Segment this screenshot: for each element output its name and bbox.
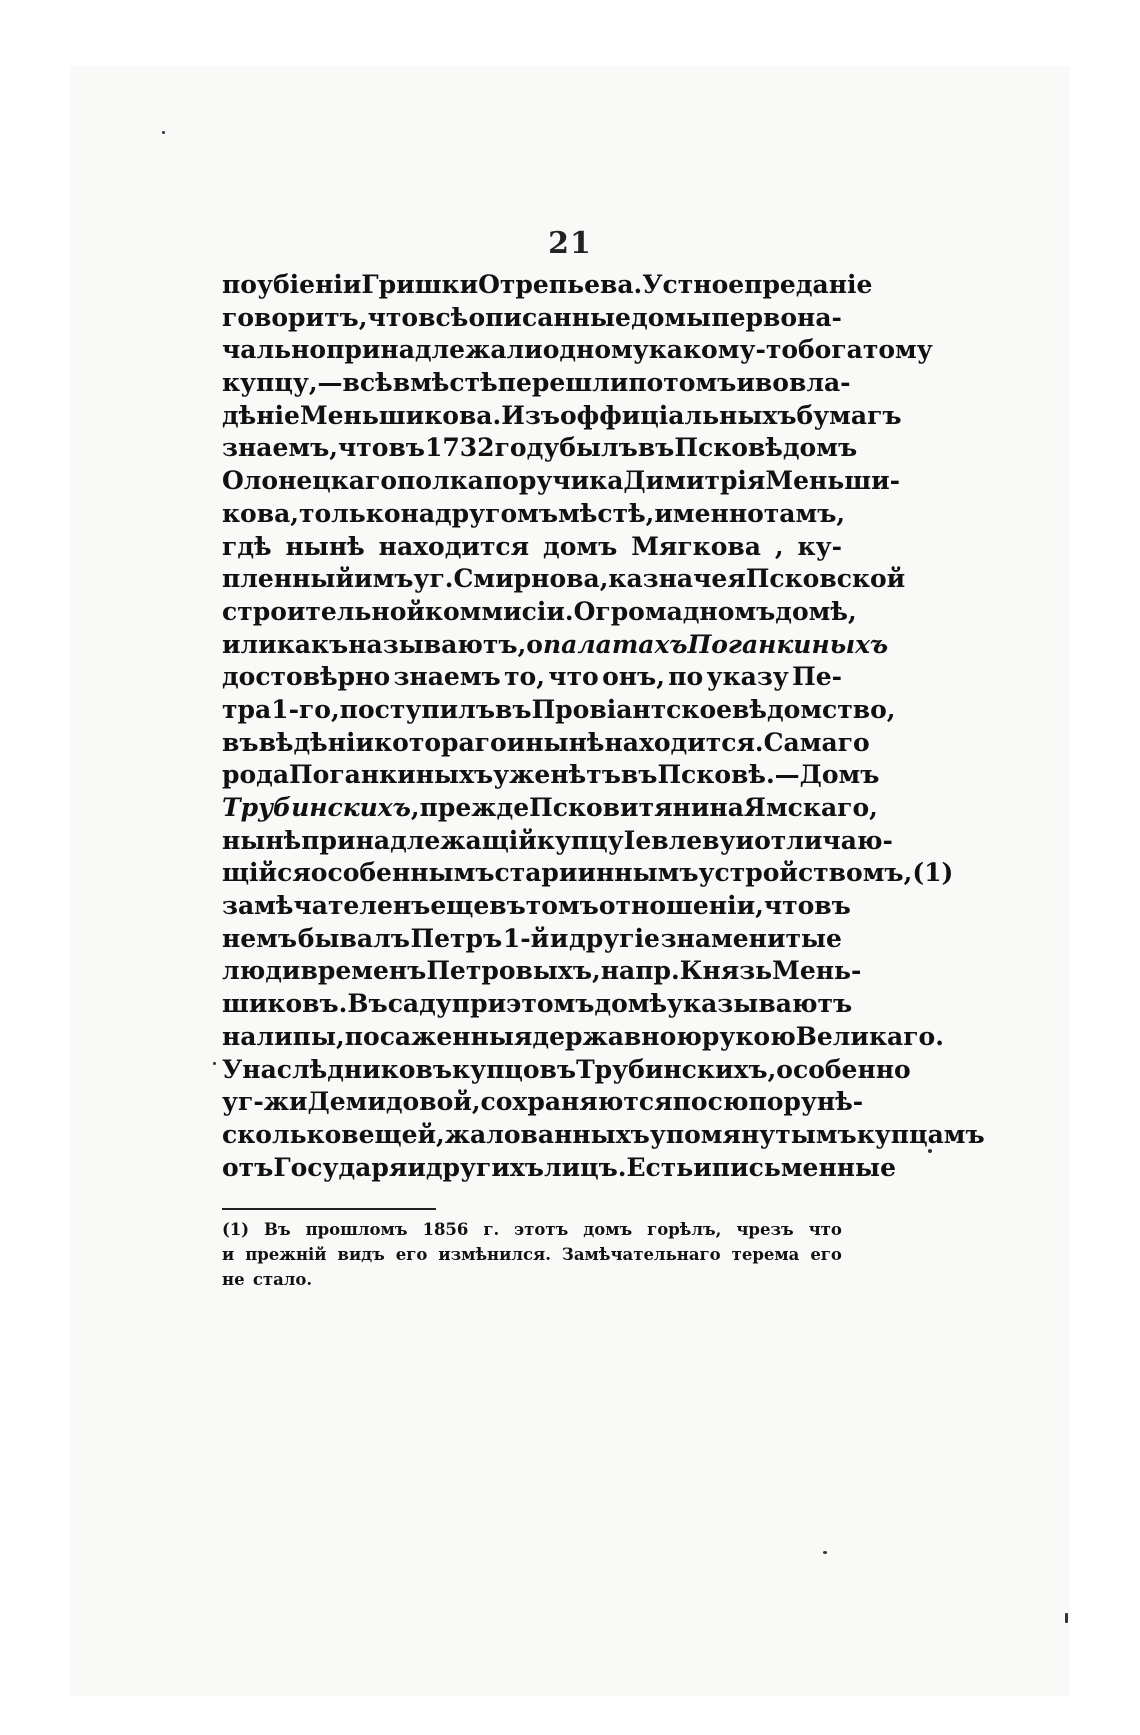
word: г-жи [238,1087,308,1117]
word: лицъ. [543,1152,627,1182]
word: видъ [337,1245,385,1264]
footnote [222,1220,842,1295]
word: казначея [608,564,746,594]
word: мѣстѣ, [558,498,655,528]
text-line [222,1152,897,1186]
word: Изъ [501,400,560,430]
word: Провіантское [531,694,733,724]
word: строительной [222,596,425,626]
word: Замѣчательнаго [561,1245,721,1264]
word: находится. [604,727,764,757]
scan-speck [162,131,165,134]
word: Мень- [772,956,862,986]
text-line [222,368,851,401]
word: что [548,662,599,692]
word: (1) [912,858,954,888]
word: нѣ- [816,1087,864,1117]
word: нынѣ [222,825,302,855]
word: Трубинскихъ, [576,1054,777,1084]
word: У [222,1054,243,1084]
word: Олонецкаго [222,466,397,496]
word: Поганкиныхъ [687,629,889,659]
text-line [222,335,933,368]
word: онъ, [602,662,665,692]
word: и [549,923,569,953]
word: чально [222,335,327,365]
word: горѣлъ, [647,1220,722,1239]
word: гдѣ [222,531,272,561]
text-line [222,662,842,695]
word: пр. [635,956,680,986]
text-line [222,891,851,924]
scan-speck [1065,1613,1068,1623]
word: Самаго [763,727,870,757]
word: Ямскаго [743,793,870,822]
word: терема [731,1245,800,1264]
word: Петръ [410,923,503,953]
word: бумагъ [796,400,902,430]
word: Іевлеву [623,825,736,855]
word: тра [222,694,272,724]
word: принадлежали [326,335,543,365]
word: не [222,1270,245,1289]
word: году [494,433,560,463]
word: купцу [536,825,624,855]
text-line [222,400,902,434]
text-line [222,924,842,957]
word: стало. [252,1270,313,1289]
word: дѣніе [222,400,300,430]
word: знаемъ, [222,433,338,463]
word: на [600,956,636,986]
word: Великаго. [795,1021,944,1051]
word: Государя [273,1152,408,1182]
word: одному [542,335,649,365]
word: , [774,531,784,561]
word: липы, [256,1021,345,1051]
word: вѣдомство, [732,694,896,724]
word: прошломъ [305,1220,408,1239]
page-number: 21 [548,226,592,261]
word: г. [483,1220,500,1239]
word: коммисіи. [424,596,574,626]
word: , [410,793,420,822]
word: при [451,989,507,1019]
word: старииннымъ [494,858,699,888]
word: уже [493,760,551,790]
word: что [808,1220,842,1239]
word: упомянутымъ [649,1119,857,1149]
word: достовѣрно [222,662,391,692]
word: что [763,891,815,921]
word: сохраняются [480,1087,673,1117]
text-line [222,1270,842,1295]
word: убіеніи [256,270,362,299]
word: что [337,433,389,463]
word: какому-то [648,335,798,365]
word: у [413,564,430,594]
word: домъ [782,433,858,463]
text-line [222,596,857,630]
word: потомъ [628,368,737,398]
word: вѣдѣніи [258,727,375,757]
word: какъ [276,629,349,659]
word: знаемъ [393,662,501,692]
word: другіе [569,923,660,953]
word: державною [532,1021,702,1051]
text-line [222,1087,864,1120]
word: во [754,368,789,398]
word: Отрепьева. [478,270,643,299]
word: отношеніи, [598,891,764,921]
word: только [299,498,401,528]
word: домѣ [775,596,848,626]
word: нынѣ [285,531,365,561]
text-line [222,956,862,989]
text-line [222,564,906,597]
word: особеннымъ [310,858,495,888]
text-line [222,1119,985,1153]
word: прежде [419,793,530,822]
word: котораго [374,727,507,757]
word: то, [504,662,545,692]
word: другихъ [425,1152,544,1182]
word: въ [489,891,526,921]
word: пленный [222,564,355,594]
word: ку- [797,531,842,561]
word: по [672,1087,708,1117]
word: поступилъ [339,694,495,724]
word: Въ [264,1220,291,1239]
word: Демидовой, [307,1087,481,1117]
word: вла- [788,368,851,398]
word: домы [631,302,712,332]
text-line [222,793,878,826]
word: Псковѣ [674,433,783,463]
word: богатому [798,335,933,365]
text-line [222,1220,842,1245]
word: рукою [701,1021,796,1051]
word: въ [637,433,675,463]
word: отъ [222,1152,274,1182]
word: томъ [525,891,599,921]
word: въ [814,891,851,921]
word: перешли [497,368,629,398]
word: этотъ [514,1220,569,1239]
word: въ [222,727,259,757]
word: бывалъ [297,923,410,953]
word: говоритъ, [222,302,368,332]
word: Петровыхъ, [426,956,601,986]
word: Трубинскихъ [222,793,411,822]
word: Меньши- [765,466,901,496]
word: временъ [300,956,427,986]
word: именно [654,498,764,528]
word: Псковитянина [529,793,744,822]
word: у [222,1087,239,1117]
text-line [222,825,893,859]
word: устройствомъ, [698,858,913,888]
word: щійся [222,858,311,888]
word: нѣтъ [550,760,621,790]
word: Князь [679,956,773,986]
word: домѣ [594,989,668,1019]
word: вещей,жалованныхъ [341,1119,650,1149]
word: Есть [626,1152,694,1182]
word: особенно [776,1054,911,1084]
word: этомъ [506,989,595,1019]
word: измѣнился. [438,1245,551,1264]
word: и [506,727,526,757]
text-line [222,498,846,532]
word: на [222,1021,257,1051]
text-line [222,1021,944,1055]
word: по [668,662,704,692]
word: Поганкиныхъ [289,760,494,790]
text-line [222,727,870,761]
word: всѣ [418,302,469,332]
word: о [526,629,543,659]
word: или [222,629,277,659]
word: и [736,368,755,398]
word: по [222,270,257,299]
word: находится [378,531,530,561]
word: Димитрія [623,466,766,496]
word: Устное [642,270,745,299]
word: громадномъ [595,596,776,626]
word: преданіе [744,270,873,299]
word: называютъ, [348,629,527,659]
footnote-rule [222,1208,436,1210]
word: замѣчателенъ [222,891,431,921]
word: нынѣ [525,727,605,757]
word: Гришки [361,270,479,299]
word: былъ [559,433,638,463]
word: прежній [245,1245,327,1264]
text-line [222,466,901,499]
word: Пе- [792,662,842,692]
word: домъ [543,531,618,561]
word: 1732 [425,433,495,463]
text-line [222,760,880,793]
word: , [869,793,878,822]
word: въ [388,433,425,463]
word: первона- [711,302,842,332]
word: кова, [222,498,300,528]
text-line [222,1054,911,1088]
word: оффиціальныхъ [559,400,797,430]
scan-speck [213,1062,216,1065]
body-text [222,270,985,1185]
word: письменные [711,1152,897,1182]
word: Меньшикова. [299,400,502,430]
word: полка [397,466,484,496]
word: знаменитые [660,923,842,953]
word: купцовъ [452,1054,577,1084]
word: чрезъ [736,1220,794,1239]
text-line [222,858,954,891]
word: г. [429,564,454,594]
word: Смирнова, [453,564,609,594]
word: и [222,1245,235,1264]
word: на [400,498,436,528]
word: домъ [583,1220,633,1239]
word: поручика [483,466,624,496]
word: указу [706,662,789,692]
text-line [222,694,896,728]
word: сколько [222,1119,342,1149]
word: посаженныя [344,1021,533,1051]
word: тамъ, [763,498,846,528]
word: саду [387,989,452,1019]
text-line [222,1245,842,1270]
text-line [222,270,873,303]
scan-speck [823,1551,827,1554]
word: и [407,1152,426,1182]
text-line [222,532,842,565]
word: (1) [222,1220,250,1239]
word: О [573,596,596,626]
word: и [693,1152,712,1182]
word: Въ [347,989,388,1019]
word: палатахъ [542,629,688,659]
text-line [222,433,858,466]
word: 1856 [422,1220,469,1239]
text-line [222,989,853,1022]
word: пору [748,1087,817,1117]
word: сю [707,1087,749,1117]
word: Псковѣ.—Домъ [657,760,880,790]
text-line [222,303,842,336]
word: что [367,302,419,332]
word: 1-го, [271,694,340,724]
word: 1-й [502,923,550,953]
word: купцамъ [856,1119,985,1149]
word: описанные [468,302,631,332]
word: наслѣдниковъ [242,1054,453,1084]
word: еще [430,891,490,921]
word: принадлежащій [301,825,537,855]
word: въ [495,694,532,724]
scan-speck [928,1149,932,1153]
word: отличаю- [754,825,893,855]
word: Мягкова [631,531,761,561]
word: въ [620,760,658,790]
word: вмѣстѣ [392,368,498,398]
word: имъ [354,564,414,594]
word: и [735,825,755,855]
word: шиковъ. [222,989,348,1019]
word: люди [222,956,301,986]
word: купцу,—всѣ [222,368,393,398]
word: рода [222,760,290,790]
word: его [810,1245,842,1264]
text-line [222,629,889,663]
word: , [847,596,857,626]
word: указываютъ [667,989,853,1019]
word: немъ [222,923,298,953]
word: его [395,1245,428,1264]
word: другомъ [435,498,559,528]
word: Псковской [745,564,906,594]
